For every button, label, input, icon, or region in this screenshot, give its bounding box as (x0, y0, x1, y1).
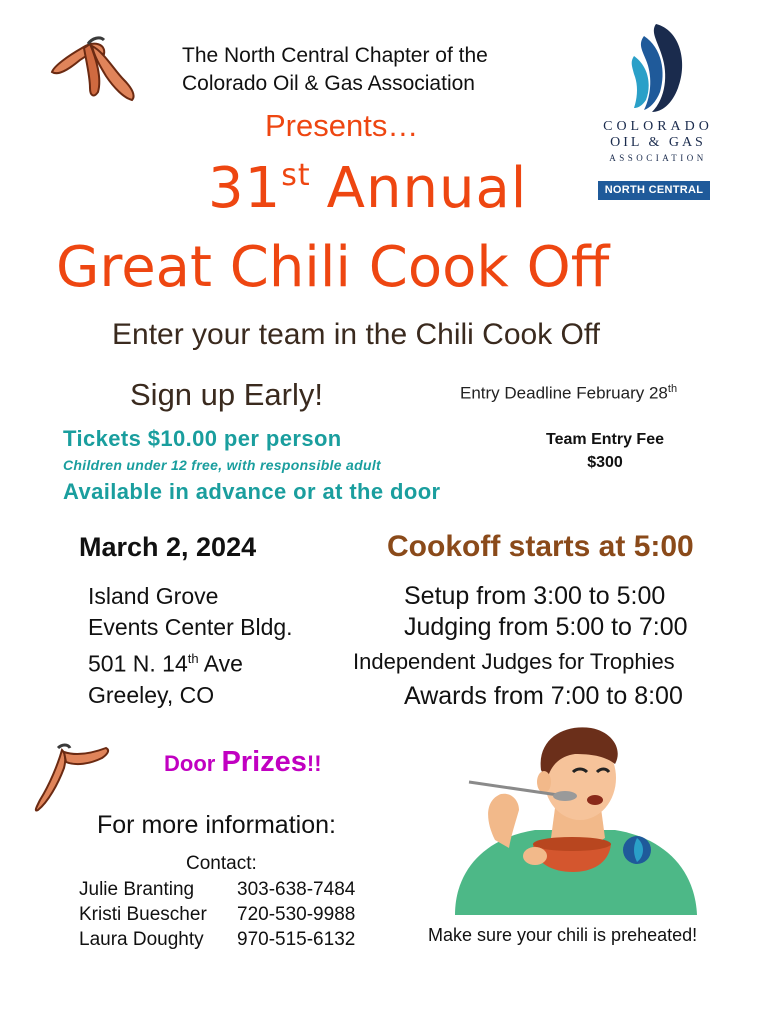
cookoff-start: Cookoff starts at 5:00 (387, 530, 694, 563)
man-eating-chili-illustration (415, 720, 715, 915)
contact-row (79, 877, 355, 902)
contact-list (79, 877, 355, 952)
venue-street: 501 N. 14 (88, 650, 188, 677)
event-title: Great Chili Cook Off (56, 235, 610, 300)
children-note: Children under 12 free, with responsible adult (63, 457, 381, 473)
ticket-price: Tickets $10.00 per person (63, 426, 342, 451)
venue-street-type: Ave (198, 650, 243, 677)
more-info-heading: For more information: (97, 811, 336, 839)
presents-text: Presents… (265, 108, 419, 143)
judging-time: Judging from 5:00 to 7:00 (404, 613, 688, 641)
deadline-text: Entry Deadline February 28 (460, 383, 668, 403)
annual-heading (208, 156, 527, 221)
entry-headline: Enter your team in the Chili Cook Off (112, 318, 600, 351)
association-logo-text (598, 119, 718, 165)
venue-line-3 (88, 643, 293, 680)
annual-number: 31 (208, 156, 282, 221)
door-prizes-heading (164, 746, 322, 779)
deadline-suffix: th (667, 383, 678, 395)
organizer-line-2: Colorado Oil & Gas Association (182, 72, 475, 95)
oil-gas-flame-logo-icon (622, 22, 690, 114)
fee-amount: $300 (587, 454, 623, 471)
team-entry-fee (520, 428, 690, 474)
door-word: Door (164, 751, 216, 776)
chili-pepper-icon (30, 740, 112, 814)
ticket-availability: Available in advance or at the door (63, 479, 441, 504)
organizer-line-1: The North Central Chapter of the (182, 44, 488, 67)
contact-phone: 303-638-7484 (237, 879, 356, 900)
venue-line-1: Island Grove (88, 583, 219, 609)
event-date: March 2, 2024 (79, 532, 257, 562)
logo-line-3: ASSOCIATION (609, 153, 707, 163)
entry-deadline (460, 383, 677, 404)
judges-note: Independent Judges for Trophies (353, 649, 675, 674)
prizes-exclamation: !! (306, 751, 322, 776)
chili-pepper-icon (44, 30, 140, 104)
venue-line-4: Greeley, CO (88, 681, 215, 708)
setup-time: Setup from 3:00 to 5:00 (404, 582, 666, 610)
contact-row (79, 902, 355, 927)
signup-text: Sign up Early! (130, 377, 323, 412)
north-central-badge: NORTH CENTRAL (598, 181, 710, 200)
logo-line-1: COLORADO (603, 119, 713, 134)
fee-label: Team Entry Fee (546, 431, 664, 448)
annual-suffix: st (281, 158, 311, 194)
contact-row (79, 927, 355, 952)
contact-label: Contact: (186, 853, 257, 874)
prizes-word: Prizes (221, 746, 307, 778)
venue-street-suffix: th (187, 651, 199, 666)
awards-time: Awards from 7:00 to 8:00 (404, 682, 683, 710)
annual-word: Annual (326, 156, 528, 221)
contact-name: Kristi Buescher (79, 904, 207, 925)
logo-line-2: OIL & GAS (610, 135, 706, 150)
contact-phone: 720-530-9988 (237, 904, 356, 925)
contact-name: Laura Doughty (79, 929, 204, 950)
contact-phone: 970-515-6132 (237, 929, 356, 950)
preheat-caption: Make sure your chili is preheated! (428, 925, 698, 945)
venue-address (88, 581, 293, 711)
contact-name: Julie Branting (79, 879, 195, 900)
organizer-heading (182, 42, 488, 98)
venue-line-2: Events Center Bldg. (88, 614, 293, 640)
